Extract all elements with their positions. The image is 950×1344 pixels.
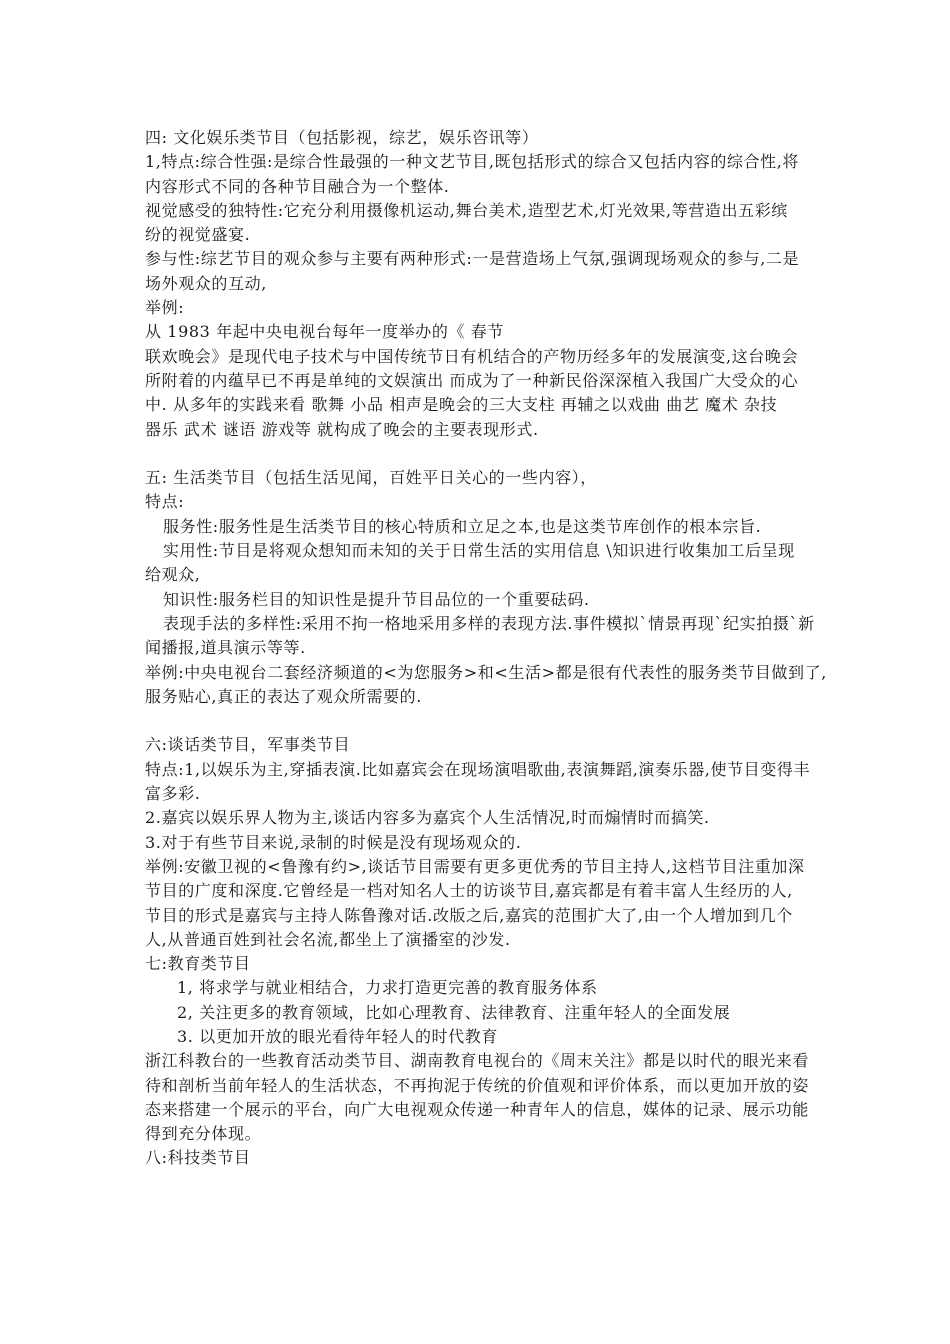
paragraph-line: 知识性:服务栏目的知识性是提升节目品位的一个重要砝码. [163,589,590,609]
section-heading: 六:谈话类节目，军事类节目 [145,735,351,755]
paragraph-line: 场外观众的互动, [145,273,267,293]
paragraph-line: 闻播报,道具演示等等. [145,638,306,658]
paragraph-line: 富多彩. [145,784,201,804]
paragraph-line: 内容形式不同的各种节目融合为一个整体. [145,176,450,196]
paragraph-line: 服务性:服务性是生活类节目的核心特质和立足之本,也是这类节库创作的根本宗旨. [163,516,762,536]
section-heading: 五: 生活类节目（包括生活见闻，百姓平日关心的一些内容）， [145,468,597,488]
list-item: 2, 关注更多的教育领域，比如心理教育、法律教育、注重年轻人的全面发展 [177,1002,731,1022]
paragraph-line: 2.嘉宾以娱乐界人物为主,谈话内容多为嘉宾个人生活情况,时而煽情时而搞笑. [145,808,710,828]
paragraph-line: 纷的视觉盛宴. [145,225,251,245]
paragraph-line: 服务贴心,真正的表达了观众所需要的. [145,686,422,706]
paragraph-line: 中. 从多年的实践来看 歌舞 小品 相声是晚会的三大支柱 再辅之以戏曲 曲艺 魔术 杂技 [145,395,778,415]
list-item: 3. 以更加开放的眼光看待年轻人的时代教育 [177,1026,498,1046]
document-page [145,126,827,1171]
paragraph-line: 从 1983 年起中央电视台每年一度举办的《 春节 [145,322,504,342]
paragraph-line: 表现手法的多样性:采用不拘一格地采用多样的表现方法.事件模拟`情景再现`纪实拍摄`新 [163,613,815,633]
paragraph-line: 浙江科教台的一些教育活动类节目、湖南教育电视台的《周末关注》都是以时代的眼光来看 [145,1051,810,1071]
paragraph-line: 态来搭建一个展示的平台，向广大电视观众传递一种青年人的信息，媒体的记录、展示功能 [145,1099,810,1119]
blank-line [145,709,815,733]
paragraph-line: 参与性:综艺节目的观众参与主要有两种形式:一是营造场上气氛,强调现场观众的参与,二是 [145,249,800,269]
paragraph-line: 节目的广度和深度.它曾经是一档对知名人士的访谈节目,嘉宾都是有着丰富人生经历的人, [145,881,793,901]
paragraph-line: 所附着的内蕴早已不再是单纯的文娱演出 而成为了一种新民俗深深植入我国广大受众的心 [145,370,799,390]
section-heading: 四: 文化娱乐类节目（包括影视，综艺，娱乐咨讯等） [145,128,539,147]
paragraph-line: 举例:中央电视台二套经济频道的<为您服务>和<生活>都是很有代表性的服务类节目做到了, [145,662,827,682]
paragraph-line: 人,从普通百姓到社会名流,都坐上了演播室的沙发. [145,929,511,949]
list-item: 1, 将求学与就业相结合，力求打造更完善的教育服务体系 [177,978,598,998]
paragraph-line: 特点: [145,492,185,512]
paragraph-line: 3.对于有些节目来说,录制的时候是没有现场观众的. [145,832,522,852]
paragraph-line: 举例:安徽卫视的<鲁豫有约>,谈话节目需要有更多更优秀的节目主持人,这档节目注重加深 [145,856,805,876]
paragraph-line: 给观众, [145,565,201,585]
paragraph-line: 特点:1,以娱乐为主,穿插表演.比如嘉宾会在现场演唱歌曲,表演舞蹈,演奏乐器,使节目变得丰 [145,759,811,779]
paragraph-line: 器乐 武术 谜语 游戏等 就构成了晚会的主要表现形式. [145,419,539,439]
paragraph-line: 1,特点:综合性强:是综合性最强的一种文艺节目,既包括形式的综合又包括内容的综合性,将 [145,152,800,172]
paragraph-line: 得到充分体现。 [145,1124,262,1144]
paragraph-line: 视觉感受的独特性:它充分利用摄像机运动,舞台美术,造型艺术,灯光效果,等营造出五彩缤 [145,200,788,220]
paragraph-line: 实用性:节目是将观众想知而未知的关于日常生活的实用信息 \知识进行收集加工后呈现 [163,541,795,561]
paragraph-line: 节目的形式是嘉宾与主持人陈鲁豫对话.改版之后,嘉宾的范围扩大了,由一个人增加到几个 [145,905,793,925]
paragraph-line: 待和剖析当前年轻人的生活状态，不再拘泥于传统的价值观和评价体系，而以更加开放的姿 [145,1075,810,1095]
paragraph-line: 联欢晚会》是现代电子技术与中国传统节日有机结合的产物历经多年的发展演变,这台晚会 [145,346,799,366]
section-heading: 八:科技类节目 [145,1148,251,1168]
section-heading: 七:教育类节目 [145,954,251,974]
paragraph-line: 举例: [145,298,185,318]
blank-line [145,442,815,466]
